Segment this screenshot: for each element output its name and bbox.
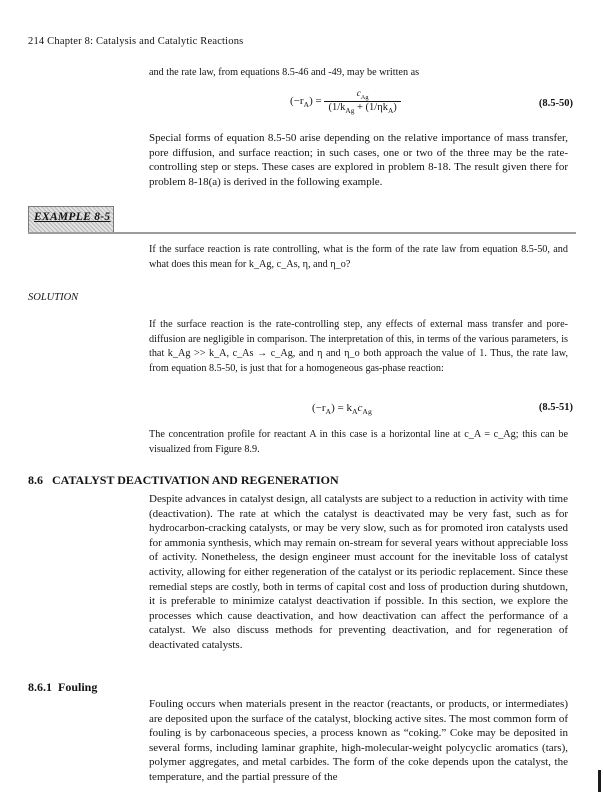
special-forms-paragraph: Special forms of equation 8.5-50 arise depending on the relative importance of mass transfer, pore diffusion, and surface reaction; in such cases, one or two of the three may be the rate-controlling step or steps. These cases are explored in problem 8-18. The result given there for problem 8-18(a) is derived in the following example. (149, 132, 568, 188)
concentration-paragraph: The concentration profile for reactant A in this case is a horizontal line at c_A = c_Ag; this can be visualized from Figure 8.9. (149, 429, 568, 455)
page-header: 214 Chapter 8: Catalysis and Catalytic Reactions (28, 36, 244, 47)
example-question: If the surface reaction is rate controlling, what is the form of the rate law from equation 8.5-50, and what does this mean for k_Ag, c_As, η, and η_o? (149, 244, 568, 270)
equation-8-5-50 (290, 88, 401, 115)
solution-paragraph: If the surface reaction is the rate-controlling step, any effects of external mass transfer and pore-diffusion are negligible in comparison. The interpretation of this, in terms of the various parameters, is that k_Ag >> k_A, c_As → c_Ag, and η and η_o both approach the value of 1. Thus, the rate law, from equation 8.5-50, is just that for a homogeneous gas-phase reaction: (149, 319, 568, 374)
eq1-numerator: $c_{Ag}$ (324, 88, 400, 102)
example-rule (28, 232, 576, 234)
subsection-paragraph: Fouling occurs when materials present in the reactor (reactants, or products, or intermediates) are deposited upon the surface of the catalyst, blocking active sites. The most common form of fouling is by carbonaceous species, a process known as “coking.” Coke may be deposited in several forms, including laminar graphite, high-molecular-weight polycyclic aromatics (tars), polymer aggregates, and metal carbides. The form of the coke depends upon the catalyst, the temperature, and the partial pressure of the (149, 698, 568, 783)
subsection-heading: 8.6.1 Fouling (28, 680, 98, 694)
section-heading: 8.6 CATALYST DEACTIVATION AND REGENERATION (28, 473, 339, 487)
equation-8-5-51: $(-r_A) = k_Ac_{Ag}$ (312, 402, 372, 417)
solution-label: SOLUTION (28, 292, 79, 303)
page-edge-mark (598, 770, 601, 792)
example-label: EXAMPLE 8-5 (34, 211, 111, 223)
eq1-fraction (324, 88, 400, 115)
section-paragraph: Despite advances in catalyst design, all catalysts are subject to a reduction in activity with time (deactivation). The rate at which the catalyst is deactivated may be very fast, such as for hydrocarbon-cracking catalysts, or may be very slow, such as for promoted iron catalysts used for ammonia synthesis, which may remain on-stream for several years without appreciable loss of activity. Nonetheless, the design engineer must account for the inevitable loss of catalyst activity, allowing for either regeneration of the catalyst or its periodic replacement. Since these remedial steps are costly, both in terms of capital cost and loss of production during shutdown, it is preferable to minimize catalyst deactivation if possible. In this section, we explore the processes which cause deactivation, and how deactivation can affect the performance of a catalyst. We also discuss methods for preventing deactivation, and for regeneration of deactivated catalysts. (149, 493, 568, 651)
equation-number-8-5-51: (8.5-51) (538, 402, 573, 413)
intro-line: and the rate law, from equations 8.5-46 and -49, may be written as (149, 67, 420, 78)
eq1-lhs: $(-r_A)$ = (290, 94, 322, 110)
equation-number-8-5-50: (8.5-50) (538, 98, 573, 109)
eq1-denominator: ($1/k_{Ag} + (1/\eta k_A)$ (328, 101, 397, 115)
